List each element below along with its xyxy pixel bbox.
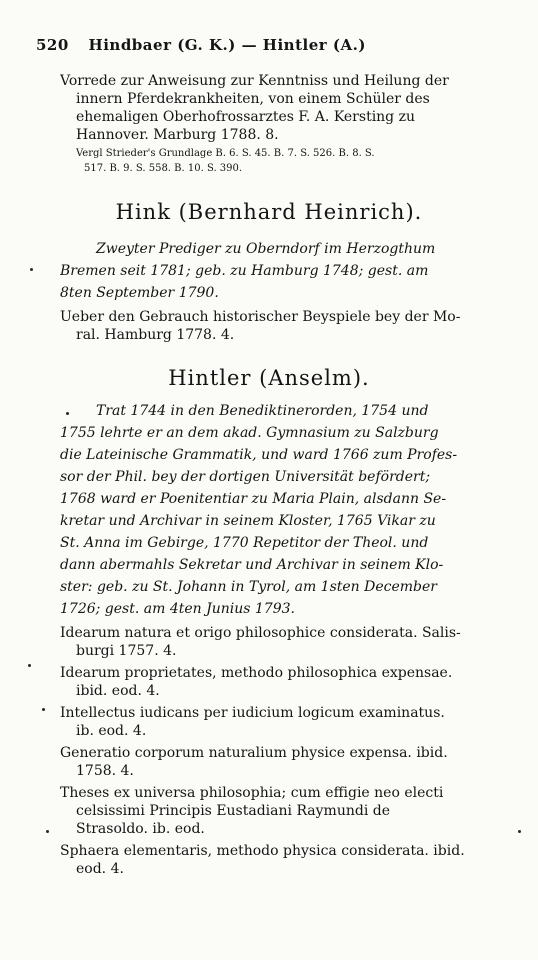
scan-speck xyxy=(46,830,49,833)
work-line: Intellectus iudicans per iudicium logicum examinatus. xyxy=(60,705,445,721)
work-line: eod. 4. xyxy=(76,861,124,877)
work-entry xyxy=(60,842,508,878)
scan-speck xyxy=(518,830,521,833)
work-line: Idearum proprietates, methodo philosophica expensae. xyxy=(60,665,453,681)
running-header xyxy=(36,36,506,54)
work-line: 1758. 4. xyxy=(76,763,134,779)
work-line: Idearum natura et origo philosophice considerata. Salis- xyxy=(60,625,461,641)
work-line: Generatio corporum naturalium physice expensa. ibid. xyxy=(60,745,448,761)
bio-line: Bremen seit 1781; geb. zu Hamburg 1748; gest. am xyxy=(60,263,429,279)
scan-speck xyxy=(28,664,31,667)
section-heading-hink: Hink (Bernhard Heinrich). xyxy=(115,200,423,224)
work-entry xyxy=(60,704,508,740)
work-line: Strasoldo. ib. eod. xyxy=(76,821,205,837)
work-line: Ueber den Gebrauch historischer Beyspiele bey der Mo- xyxy=(60,309,461,325)
text-line: ehemaligen Oberhofrossarztes F. A. Kersting zu xyxy=(76,109,415,125)
work-line: Sphaera elementaris, methodo physica considerata. ibid. xyxy=(60,843,465,859)
bio-line: 8ten September 1790. xyxy=(60,285,219,301)
hink-biography xyxy=(60,238,508,304)
bio-line: 1726; gest. am 4ten Junius 1793. xyxy=(60,601,295,617)
bio-line: sor der Phil. bey der dortigen Universität befördert; xyxy=(60,469,431,485)
bio-line: St. Anna im Gebirge, 1770 Repetitor der Theol. und xyxy=(60,535,429,551)
bio-line: ster: geb. zu St. Johann in Tyrol, am 1sten December xyxy=(60,579,437,595)
work-line: burgi 1757. 4. xyxy=(76,643,177,659)
work-line: celsissimi Principis Eustadiani Raymundi de xyxy=(76,803,391,819)
reference-line: 517. B. 9. S. 558. B. 10. S. 390. xyxy=(84,163,243,174)
work-line: Theses ex universa philosophia; cum effigie neo electi xyxy=(60,785,444,801)
text-line: innern Pferdekrankheiten, von einem Schüler des xyxy=(76,91,430,107)
work-line: ib. eod. 4. xyxy=(76,723,147,739)
work-entry xyxy=(60,744,508,780)
text-line: Hannover. Marburg 1788. 8. xyxy=(76,127,279,143)
page-number: 520 xyxy=(36,36,69,54)
hintler-biography xyxy=(60,400,508,620)
bio-line: die Lateinische Grammatik, und ward 1766 zum Profes- xyxy=(60,447,458,463)
bio-line: dann abermahls Sekretar und Archivar in seinem Klo- xyxy=(60,557,444,573)
scan-speck xyxy=(42,708,45,711)
bio-line: 1755 lehrte er an dem akad. Gymnasium zu Salzburg xyxy=(60,425,439,441)
work-entry xyxy=(60,624,508,660)
bio-line: kretar und Archivar in seinem Kloster, 1765 Vikar zu xyxy=(60,513,436,529)
running-title: Hindbaer (G. K.) — Hintler (A.) xyxy=(88,36,366,54)
hindbaer-entry xyxy=(60,72,508,176)
work-line: ibid. eod. 4. xyxy=(76,683,160,699)
reference-line: Vergl Strieder's Grundlage B. 6. S. 45. B. 7. S. 526. B. 8. S. xyxy=(76,148,375,159)
work-entry xyxy=(60,308,508,344)
scan-speck xyxy=(66,412,69,415)
work-entry xyxy=(60,784,508,838)
bio-line: Zweyter Prediger zu Oberndorf im Herzogthum xyxy=(96,241,436,257)
hintler-works xyxy=(60,624,508,882)
bio-line: 1768 ward er Poenitentiar zu Maria Plain, alsdann Se- xyxy=(60,491,447,507)
hink-works xyxy=(60,308,508,348)
section-heading-hintler: Hintler (Anselm). xyxy=(168,366,370,390)
scan-speck xyxy=(30,268,33,271)
text-line: Vorrede zur Anweisung zur Kenntniss und Heilung der xyxy=(60,73,449,89)
work-line: ral. Hamburg 1778. 4. xyxy=(76,327,235,343)
bio-line: Trat 1744 in den Benediktinerorden, 1754 und xyxy=(96,403,429,419)
work-entry xyxy=(60,664,508,700)
